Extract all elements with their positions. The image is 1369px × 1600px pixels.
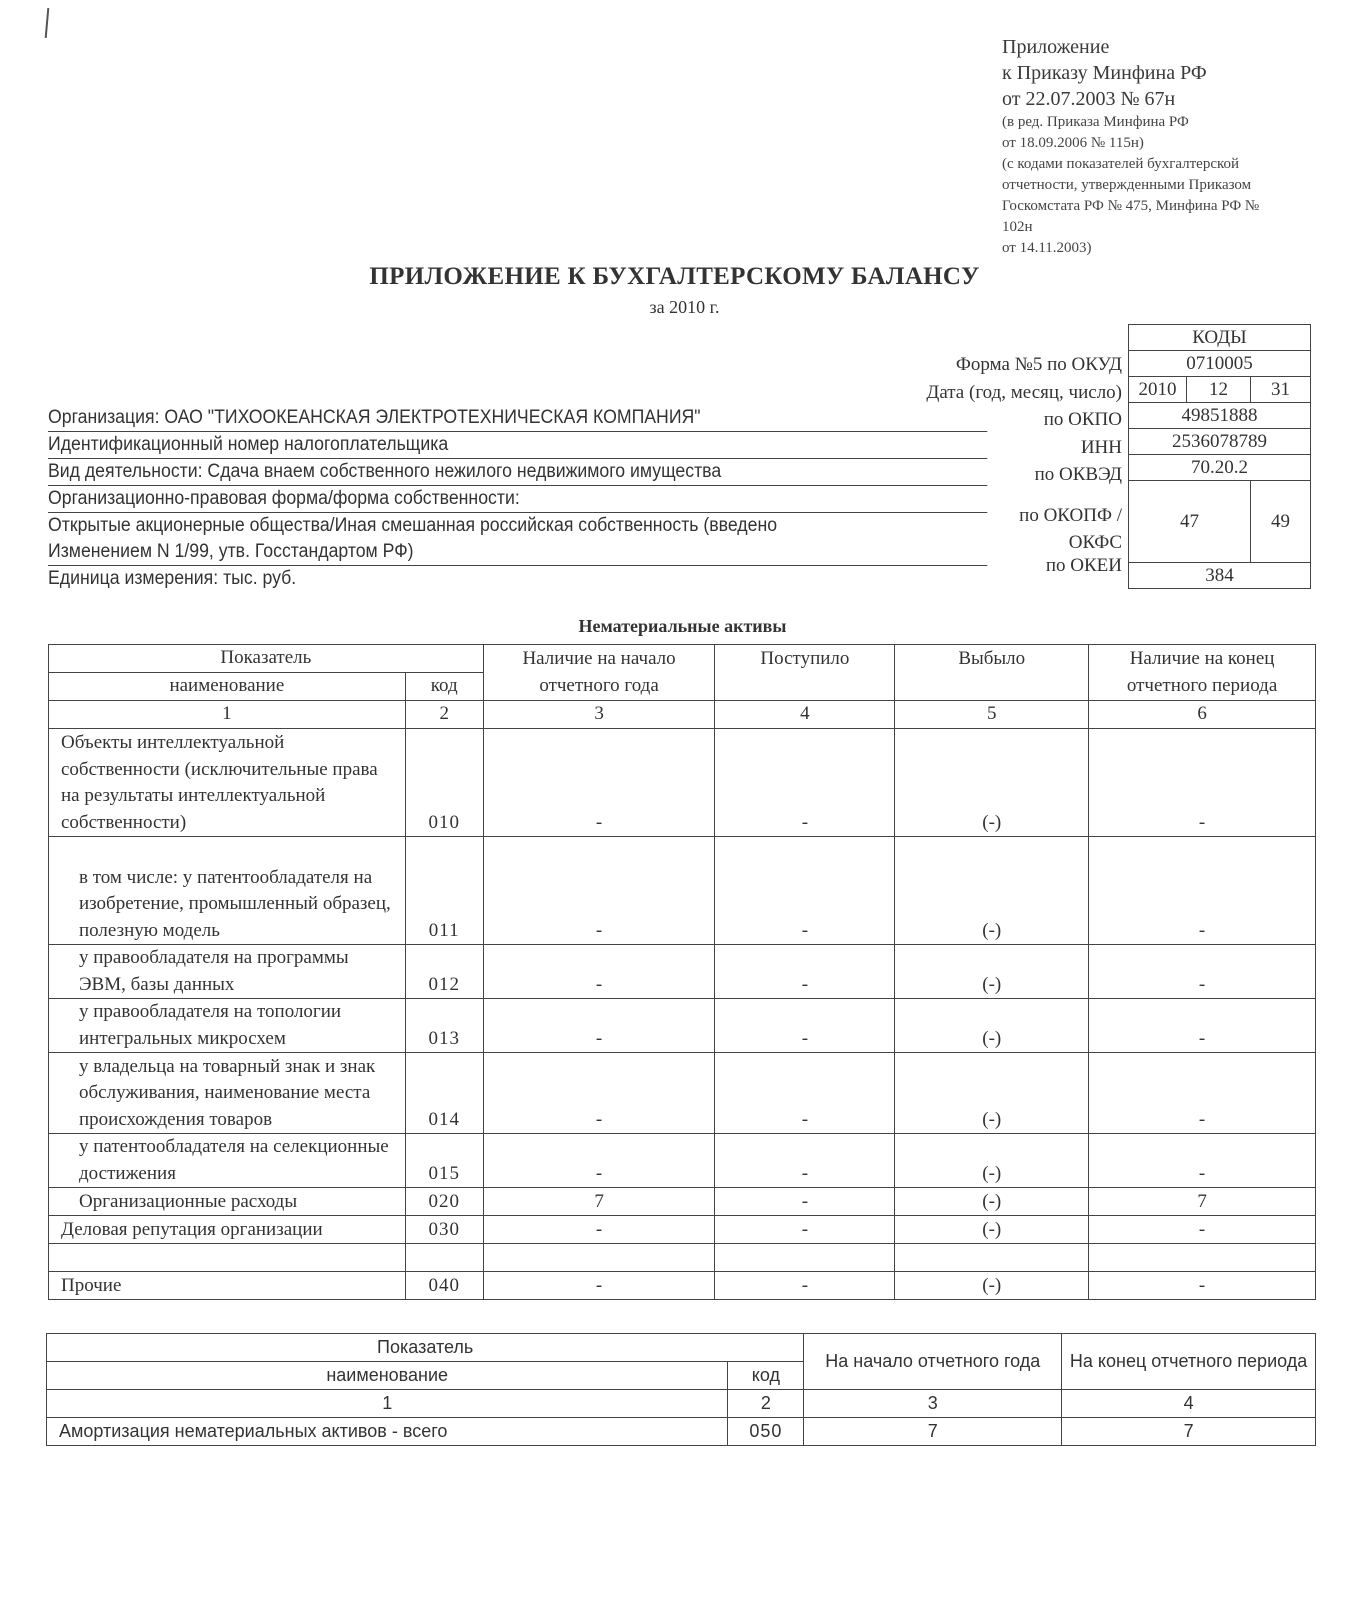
col-number: 1 <box>49 701 406 729</box>
row-code: 030 <box>405 1216 483 1244</box>
row-code: 020 <box>405 1188 483 1216</box>
header-name: наименование <box>47 1362 728 1390</box>
row-received: - <box>715 837 895 945</box>
header-begin: Наличие на начало отчетного года <box>483 645 715 701</box>
row-begin: - <box>483 1053 715 1134</box>
label-inn: ИНН <box>1080 436 1122 458</box>
code-date-year: 2010 <box>1129 377 1187 403</box>
note-small-line: 102н <box>1002 219 1033 235</box>
row-code: 050 <box>728 1418 804 1446</box>
row-begin: - <box>483 999 715 1053</box>
row-disposed: (-) <box>895 999 1089 1053</box>
header-received: Поступило <box>715 645 895 701</box>
row-disposed: (-) <box>895 1188 1089 1216</box>
row-disposed: (-) <box>895 1272 1089 1300</box>
note-small-line: от 14.11.2003) <box>1002 240 1092 256</box>
scan-mark <box>45 8 50 38</box>
table-row <box>49 945 1316 999</box>
row-begin: - <box>483 945 715 999</box>
row-name: у правообладателя на программы ЭВМ, базы данных <box>49 945 406 999</box>
row-received <box>715 1244 895 1272</box>
table-row <box>49 1272 1316 1300</box>
row-disposed <box>895 1244 1089 1272</box>
row-code: 010 <box>405 729 483 837</box>
row-name: у правообладателя на топологии интегральных микросхем <box>49 999 406 1053</box>
header-name: наименование <box>49 673 406 701</box>
row-received: - <box>715 1134 895 1188</box>
row-name: Объекты интеллектуальной собственности (исключительные права на результаты интеллектуальной собственности) <box>49 729 406 837</box>
legal-form-label: Организационно-правовая форма/форма собственности: <box>48 486 987 513</box>
row-code: 014 <box>405 1053 483 1134</box>
row-begin: - <box>483 1216 715 1244</box>
row-name: в том числе: у патентообладателя на изобретение, промышленный образец, полезную модель <box>49 837 406 945</box>
row-received: - <box>715 999 895 1053</box>
header-end: Наличие на конец отчетного периода <box>1089 645 1316 701</box>
col-number: 2 <box>728 1390 804 1418</box>
header-end: На конец отчетного периода <box>1062 1334 1316 1390</box>
col-number: 3 <box>804 1390 1062 1418</box>
table-row <box>49 837 1316 945</box>
header-indicator: Показатель <box>49 645 484 673</box>
row-end <box>1089 1244 1316 1272</box>
codes-table <box>1128 324 1311 589</box>
label-okpo: по ОКПО <box>1043 409 1122 431</box>
table-row <box>47 1418 1316 1446</box>
row-begin: 7 <box>483 1188 715 1216</box>
document-subtitle: за 2010 г. <box>649 297 720 317</box>
col-number: 4 <box>1062 1390 1316 1418</box>
col-number: 2 <box>405 701 483 729</box>
note-small-line: Госкомстата РФ № 475, Минфина РФ № <box>1002 198 1260 214</box>
header-code: код <box>405 673 483 701</box>
row-begin: - <box>483 729 715 837</box>
col-number: 5 <box>895 701 1089 729</box>
code-okfs: 49 <box>1251 481 1311 563</box>
row-code: 040 <box>405 1272 483 1300</box>
row-end: - <box>1089 729 1316 837</box>
row-name: Амортизация нематериальных активов - всего <box>47 1418 728 1446</box>
row-name: Деловая репутация организации <box>49 1216 406 1244</box>
code-okved: 70.20.2 <box>1129 455 1311 481</box>
table-row <box>49 1134 1316 1188</box>
row-disposed: (-) <box>895 1053 1089 1134</box>
row-code <box>405 1244 483 1272</box>
note-small-line: (с кодами показателей бухгалтерской <box>1002 156 1240 172</box>
row-end: - <box>1089 999 1316 1053</box>
row-end: - <box>1089 1134 1316 1188</box>
row-received: - <box>715 1272 895 1300</box>
col-number: 4 <box>715 701 895 729</box>
row-code: 011 <box>405 837 483 945</box>
code-date-day: 31 <box>1251 377 1311 403</box>
header-begin: На начало отчетного года <box>804 1334 1062 1390</box>
code-okpo: 49851888 <box>1129 403 1311 429</box>
header-disposed: Выбыло <box>895 645 1089 701</box>
row-end: - <box>1089 1216 1316 1244</box>
table-row <box>49 999 1316 1053</box>
header-indicator: Показатель <box>47 1334 804 1362</box>
row-name: Прочие <box>49 1272 406 1300</box>
row-disposed: (-) <box>895 729 1089 837</box>
row-received: - <box>715 729 895 837</box>
code-okei: 384 <box>1129 563 1311 589</box>
amortization-table <box>46 1333 1316 1446</box>
organization-name: Организация: ОАО "ТИХООКЕАНСКАЯ ЭЛЕКТРОТЕХНИЧЕСКАЯ КОМПАНИЯ" <box>48 405 987 432</box>
row-end: 7 <box>1089 1188 1316 1216</box>
organization-info <box>48 405 938 592</box>
row-begin <box>483 1244 715 1272</box>
label-date: Дата (год, месяц, число) <box>926 381 1122 403</box>
row-end: - <box>1089 945 1316 999</box>
row-code: 013 <box>405 999 483 1053</box>
row-code: 015 <box>405 1134 483 1188</box>
code-inn: 2536078789 <box>1129 429 1311 455</box>
code-okopf: 47 <box>1129 481 1251 563</box>
row-disposed: (-) <box>895 1216 1089 1244</box>
unit-of-measure: Единица измерения: тыс. руб. <box>48 568 297 589</box>
taxpayer-id-label: Идентификационный номер налогоплательщика <box>48 432 987 459</box>
table-row <box>49 1053 1316 1134</box>
label-okud: Форма №5 по ОКУД <box>955 354 1122 376</box>
row-received: - <box>715 1216 895 1244</box>
table-row <box>49 1244 1316 1272</box>
row-name: Организационные расходы <box>49 1188 406 1216</box>
activity-type: Вид деятельности: Сдача внаем собственного нежилого недвижимого имущества <box>48 459 987 486</box>
note-small-line: от 18.09.2006 № 115н) <box>1002 135 1144 151</box>
col-number: 1 <box>47 1390 728 1418</box>
codes-header: КОДЫ <box>1129 325 1311 351</box>
row-begin: - <box>483 837 715 945</box>
row-end: - <box>1089 1272 1316 1300</box>
row-disposed: (-) <box>895 837 1089 945</box>
row-disposed: (-) <box>895 1134 1089 1188</box>
table-row <box>49 1216 1316 1244</box>
label-okfs: ОКФС <box>1068 532 1122 554</box>
row-end: - <box>1089 1053 1316 1134</box>
note-line: Приложение <box>1002 36 1110 58</box>
note-small-line: отчетности, утвержденными Приказом <box>1002 177 1252 193</box>
row-begin: 7 <box>804 1418 1062 1446</box>
code-date-month: 12 <box>1187 377 1251 403</box>
label-okved: по ОКВЭД <box>1034 463 1122 485</box>
row-received: - <box>715 1188 895 1216</box>
note-small-line: (в ред. Приказа Минфина РФ <box>1002 114 1189 130</box>
col-number: 3 <box>483 701 715 729</box>
section-title-intangibles: Нематериальные активы <box>578 616 787 636</box>
row-disposed: (-) <box>895 945 1089 999</box>
label-okei: по ОКЕИ <box>1045 555 1122 577</box>
row-code: 012 <box>405 945 483 999</box>
header-note <box>1002 34 1332 259</box>
col-number: 6 <box>1089 701 1316 729</box>
row-begin: - <box>483 1134 715 1188</box>
note-line: от 22.07.2003 № 67н <box>1002 88 1176 110</box>
intangibles-table <box>48 644 1316 1300</box>
document-title: ПРИЛОЖЕНИЕ К БУХГАЛТЕРСКОМУ БАЛАНСУ <box>369 263 980 290</box>
row-received: - <box>715 1053 895 1134</box>
row-name: у владельца на товарный знак и знак обслуживания, наименование места происхождения товаров <box>49 1053 406 1134</box>
legal-form-line-1: Открытые акционерные общества/Иная смешанная российская собственность (введено <box>48 515 778 536</box>
row-name <box>49 1244 406 1272</box>
note-line: к Приказу Минфина РФ <box>1002 62 1207 84</box>
label-okopf: по ОКОПФ / <box>1019 505 1122 527</box>
row-received: - <box>715 945 895 999</box>
row-end: 7 <box>1062 1418 1316 1446</box>
table-row <box>49 1188 1316 1216</box>
row-end: - <box>1089 837 1316 945</box>
table-row <box>49 729 1316 837</box>
header-code: код <box>728 1362 804 1390</box>
row-begin: - <box>483 1272 715 1300</box>
legal-form-line-2: Изменением N 1/99, утв. Госстандартом РФ) <box>48 539 987 566</box>
row-name: у патентообладателя на селекционные достижения <box>49 1134 406 1188</box>
code-okud: 0710005 <box>1129 351 1311 377</box>
